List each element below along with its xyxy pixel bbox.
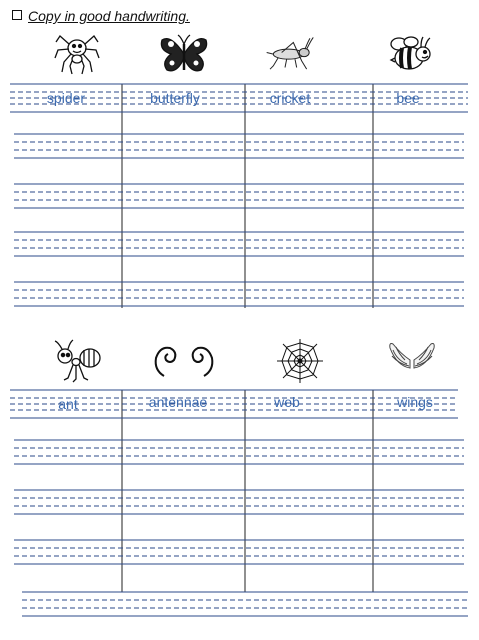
word-antennae: antennae bbox=[148, 394, 208, 410]
word-web: web bbox=[274, 394, 300, 410]
section-1-rulings bbox=[10, 84, 468, 306]
word-ant: ant bbox=[58, 396, 78, 412]
word-spider: spider bbox=[46, 90, 86, 106]
section-2-column-dividers bbox=[122, 390, 373, 592]
section-2-rulings bbox=[10, 390, 468, 616]
section-1-column-dividers bbox=[122, 84, 373, 308]
instruction-text: Copy in good handwriting. bbox=[28, 8, 190, 24]
word-butterfly: butterfly bbox=[150, 90, 200, 106]
word-bee: bee bbox=[396, 90, 420, 106]
word-wings: wings bbox=[397, 394, 433, 410]
word-cricket: cricket bbox=[269, 90, 311, 106]
